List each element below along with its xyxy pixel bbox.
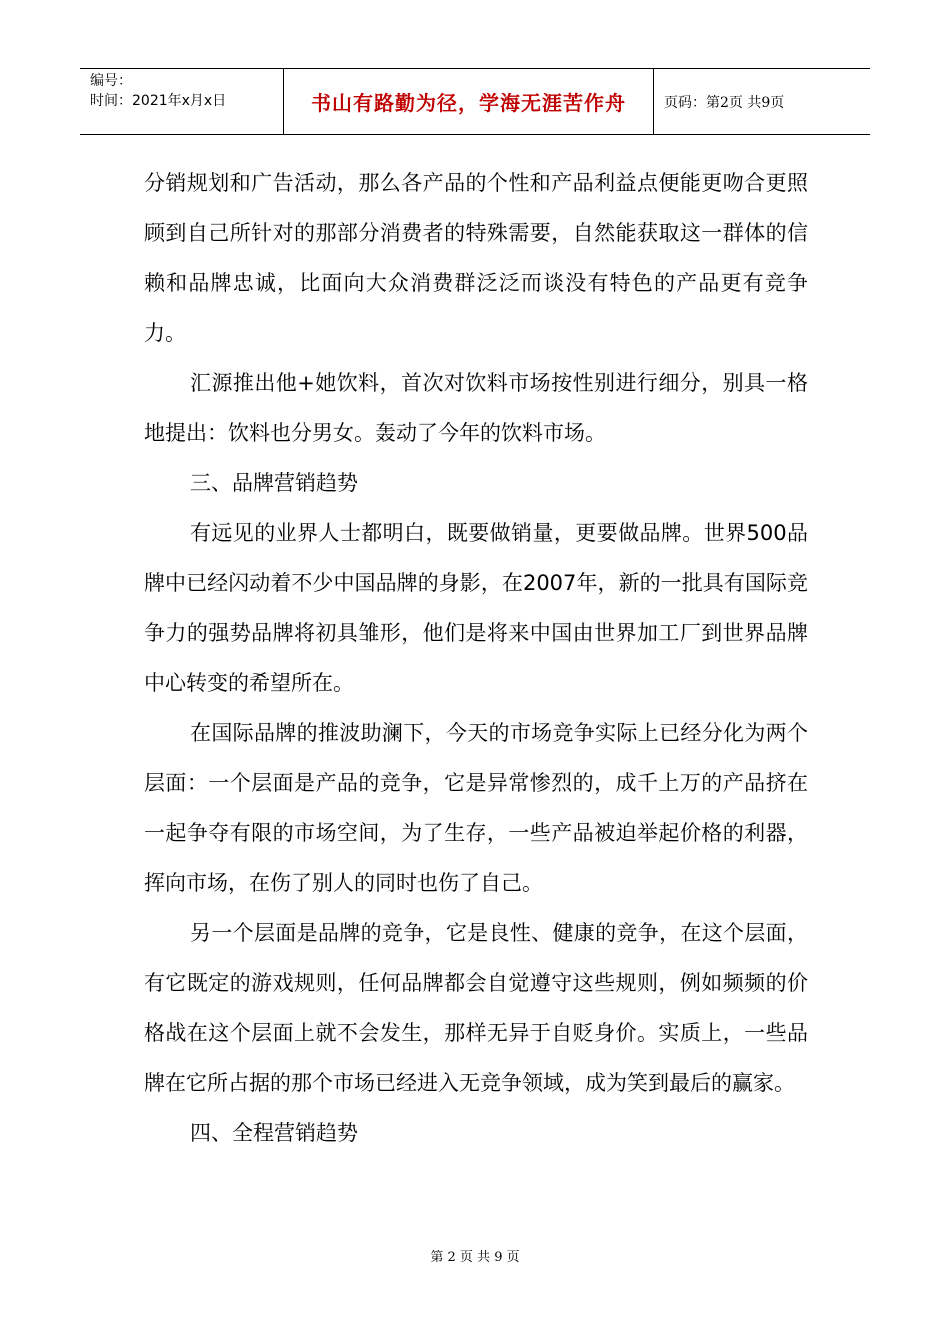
page-footer: 第 2 页 共 9 页 <box>430 1250 520 1265</box>
header-left-cell <box>80 69 283 134</box>
header-page-info: 页码：第2页 共9页 <box>664 94 785 111</box>
document-number-label: 编号： <box>90 73 132 89</box>
paragraph-continuation: 分销规划和广告活动，那么各产品的个性和产品利益点便能更吻合更照顾到自己所针对的那部分消费者的特殊需要，自然能获取这一群体的信赖和品牌忠诚，比面向大众消费群泛泛而谈没有特色的产品更有竞争力。 <box>144 171 808 345</box>
section-heading-full-process-marketing: 四、全程营销趋势 <box>190 1121 358 1145</box>
section-heading-brand-marketing: 三、品牌营销趋势 <box>190 471 358 495</box>
header-motto: 书山有路勤为径，学海无涯苦作舟 <box>311 91 626 115</box>
paragraph-brand-vision: 有远见的业界人士都明白，既要做销量，更要做品牌。世界500品牌中已经闪动着不少中国品牌的身影，在2007年，新的一批具有国际竞争力的强势品牌将初具雏形，他们是将来中国由世界加工厂到世界品牌中心转变的希望所在。 <box>144 521 808 695</box>
paragraph-huiyuan-example: 汇源推出他+她饮料，首次对饮料市场按性别进行细分，别具一格地提出：饮料也分男女。轰动了今年的饮料市场。 <box>144 371 808 445</box>
page-header <box>80 68 870 135</box>
paragraph-two-levels: 在国际品牌的推波助澜下，今天的市场竞争实际上已经分化为两个层面：一个层面是产品的竞争，它是异常惨烈的，成千上万的产品挤在一起争夺有限的市场空间，为了生存，一些产品被迫举起价格的利器，挥向市场，在伤了别人的同时也伤了自己。 <box>144 721 808 895</box>
header-page-cell <box>654 69 870 134</box>
document-body <box>144 158 808 1158</box>
paragraph-brand-competition: 另一个层面是品牌的竞争，它是良性、健康的竞争，在这个层面，有它既定的游戏规则，任何品牌都会自觉遵守这些规则，例如频频的价格战在这个层面上就不会发生，那样无异于自贬身价。实质上，一些品牌在它所占据的那个市场已经进入无竞争领域，成为笑到最后的赢家。 <box>144 921 808 1095</box>
header-motto-cell <box>283 69 654 134</box>
document-date: 时间：2021年x月x日 <box>90 93 227 109</box>
